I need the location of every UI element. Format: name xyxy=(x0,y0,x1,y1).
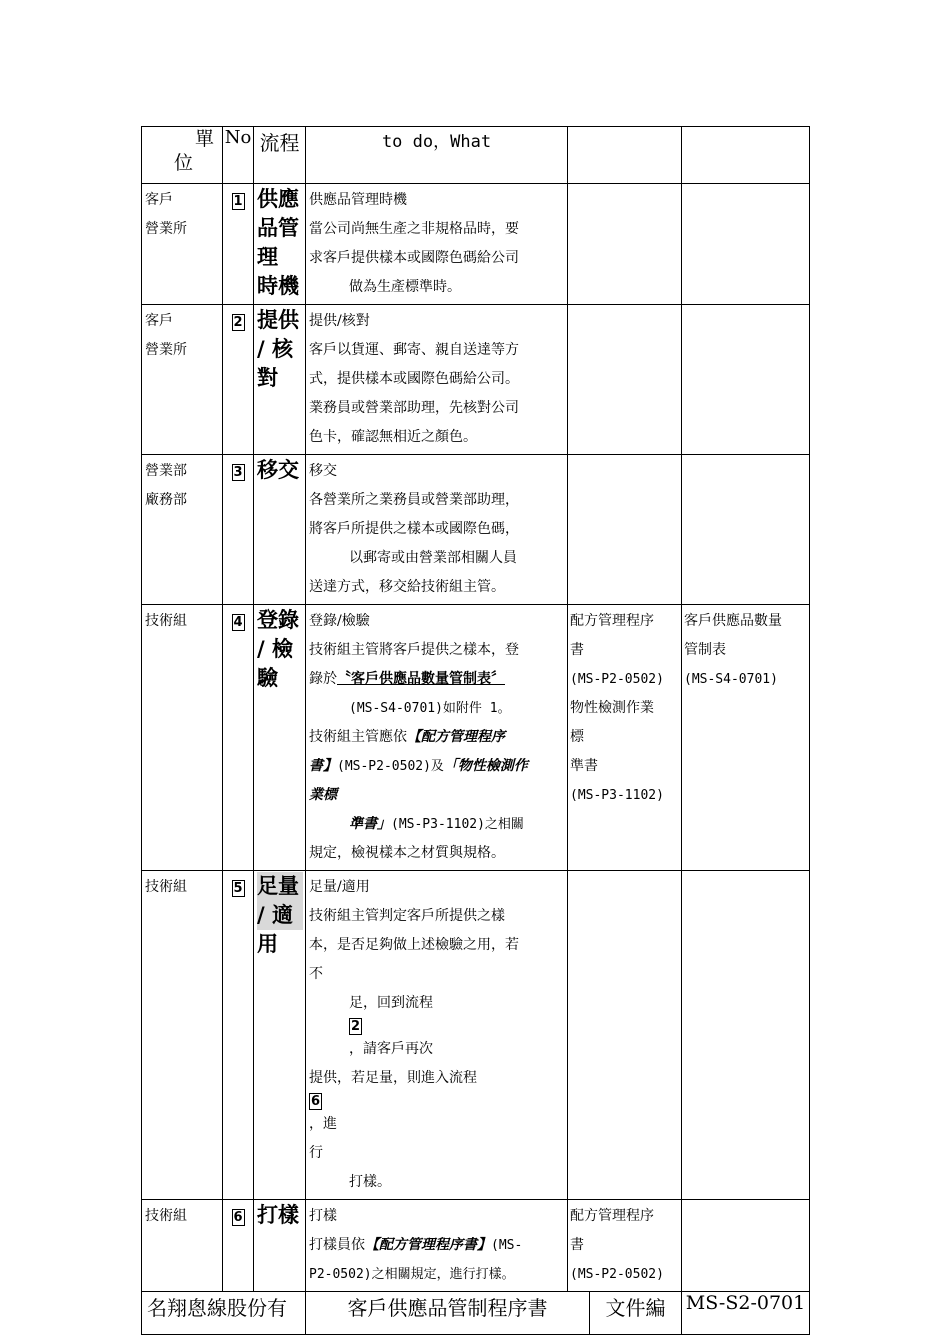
table-row xyxy=(142,305,810,455)
table-row xyxy=(142,871,810,1200)
company-name: 名翔悤線股份有 xyxy=(142,1292,306,1335)
flow-header: 流程 xyxy=(254,127,306,184)
unit-cell: 客戶 營業所 xyxy=(142,184,223,305)
unit-cell: 技術組 xyxy=(142,605,223,871)
todo-cell: 移交 各營業所之業務員或營業部助理， 將客戶所提供之樣本或國際色碼， 以郵寄或由營業部相關人員 送達方式，移交給技術組主管。 xyxy=(306,455,568,605)
table-row xyxy=(142,184,810,305)
unit-cell: 客戶 營業所 xyxy=(142,305,223,455)
unit-cell: 營業部 廠務部 xyxy=(142,455,223,605)
unit-header: 單 位 xyxy=(142,127,223,184)
flow-step: 足量 / 適 用 xyxy=(254,871,306,1200)
step-number: 4 xyxy=(223,605,254,871)
reference-cell xyxy=(568,184,682,305)
todo-cell: 供應品管理時機 當公司尚無生產之非規格品時，要 求客戶提供樣本或國際色碼給公司 做為生產標準時。 xyxy=(306,184,568,305)
reference-cell: 配方管理程序 書 (MS-P2-0502) 物性檢測作業 標 準書 (MS-P3-1102) xyxy=(568,605,682,871)
procedure-table xyxy=(141,126,810,1335)
reference-cell xyxy=(568,455,682,605)
step-number: 5 xyxy=(223,871,254,1200)
step-number: 6 xyxy=(223,1200,254,1292)
record-header-empty xyxy=(682,127,810,184)
footer-row xyxy=(142,1292,810,1335)
step-ref-6: 6 xyxy=(310,1094,321,1109)
unit-cell: 技術組 xyxy=(142,1200,223,1292)
record-cell xyxy=(682,305,810,455)
ref-header-empty xyxy=(568,127,682,184)
flow-step: 提供 / 核 對 xyxy=(254,305,306,455)
form-link-text: 〝客戶供應品數量管制表〞 xyxy=(337,671,505,687)
document-title: 客戶供應品管制程序書 xyxy=(306,1292,590,1335)
no-header: No xyxy=(223,127,254,184)
table-row xyxy=(142,1200,810,1292)
todo-cell: 提供/核對 客戶以貨運、郵寄、親自送達等方 式，提供樣本或國際色碼給公司。 業務員或營業部助理，先核對公司 色卡，確認無相近之顏色。 xyxy=(306,305,568,455)
todo-cell: 打樣 打樣員依【配方管理程序書】(MS- P2-0502)之相關規定，進行打樣。 xyxy=(306,1200,568,1292)
step-number: 3 xyxy=(223,455,254,605)
reference-cell xyxy=(568,871,682,1200)
record-cell xyxy=(682,184,810,305)
todo-cell: 足量/適用 技術組主管判定客戶所提供之樣 本，是否足夠做上述檢驗之用，若 不 足，回到流程 2 ，請客戶再次 提供，若足量，則進入流程 6 ，進 行 打樣。 xyxy=(306,871,568,1200)
record-cell: 客戶供應品數量 管制表 (MS-S4-0701) xyxy=(682,605,810,871)
header-row xyxy=(142,127,810,184)
doc-number: MS-S2-0701 xyxy=(682,1292,810,1335)
record-cell xyxy=(682,1200,810,1292)
doc-number-label: 文件編 xyxy=(590,1292,682,1335)
table-row xyxy=(142,455,810,605)
record-cell xyxy=(682,871,810,1200)
todo-header: to do，What xyxy=(306,127,568,184)
reference-cell xyxy=(568,305,682,455)
table-row xyxy=(142,605,810,871)
todo-cell: 登錄/檢驗 技術組主管將客戶提供之樣本，登 錄於〝客戶供應品數量管制表〞 (MS-S4-0701)如附件 1。 技術組主管應依【配方管理程序 書】(MS-P2-0502)及「物性檢測作 業標 準書」(MS-P3-1102)之相關 規定，檢視樣本之材質與規格。 xyxy=(306,605,568,871)
flow-step: 移交 xyxy=(254,455,306,605)
step-number: 1 xyxy=(223,184,254,305)
reference-cell: 配方管理程序 書 (MS-P2-0502) xyxy=(568,1200,682,1292)
step-number: 2 xyxy=(223,305,254,455)
step-ref-2: 2 xyxy=(350,1019,361,1034)
flow-step: 供應 品管 理 時機 xyxy=(254,184,306,305)
flow-step: 打樣 xyxy=(254,1200,306,1292)
unit-cell: 技術組 xyxy=(142,871,223,1200)
flow-step: 登錄 / 檢 驗 xyxy=(254,605,306,871)
record-cell xyxy=(682,455,810,605)
